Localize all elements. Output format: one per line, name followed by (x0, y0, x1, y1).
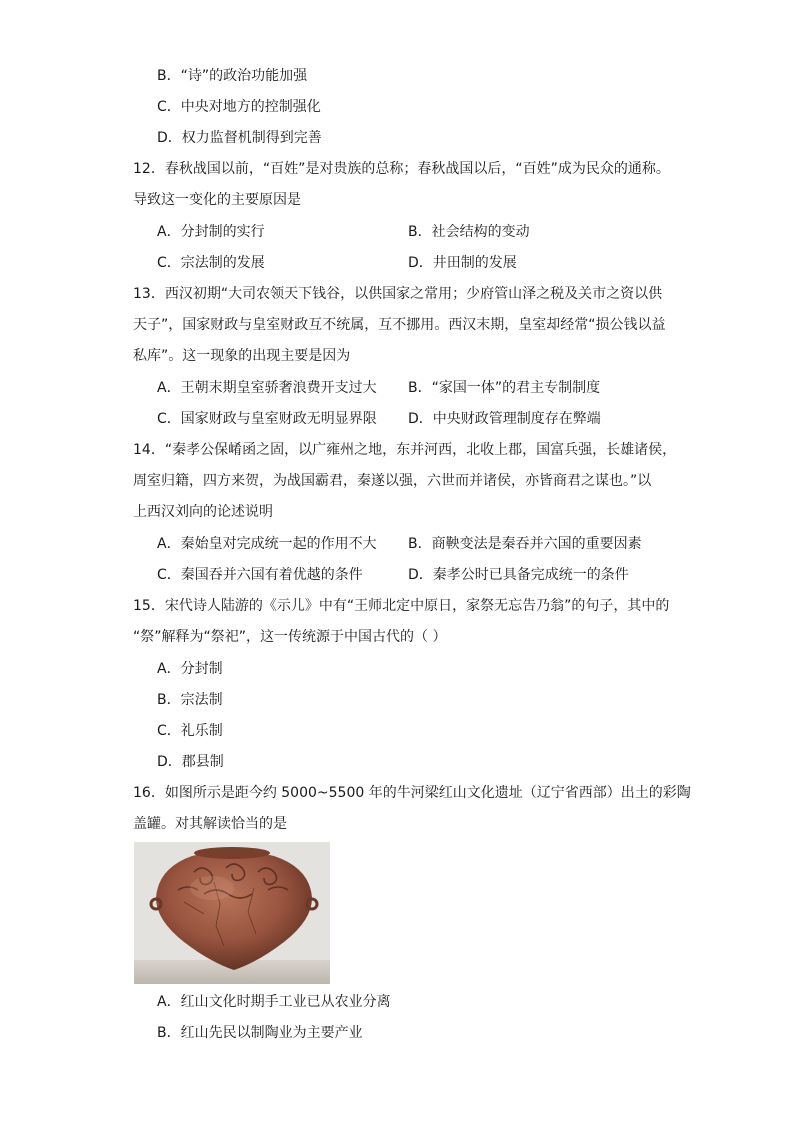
q13-option-c: C．国家财政与皇室财政无明显界限 (157, 411, 377, 427)
q13-option-d: D．中央财政管理制度存在弊端 (408, 411, 601, 427)
q15-option-c: C．礼乐制 (157, 723, 223, 739)
q16-option-a: A．红山文化时期手工业已从农业分离 (157, 994, 391, 1010)
painted-pottery-jar-photo (134, 842, 330, 984)
q11-option-b: B．“诗”的政治功能加强 (157, 68, 308, 84)
q14-option-a: A．秦始皇对完成统一起的作用不大 (157, 536, 377, 552)
q12-option-c: C．宗法制的发展 (157, 255, 265, 271)
q15-option-a: A．分封制 (157, 661, 223, 677)
q15-stem-line-2: “祭”解释为“祭祀”，这一传统源于中国古代的（ ） (133, 629, 447, 645)
q13-stem-line-2: 天子”，国家财政与皇室财政互不统属，互不挪用。西汉末期，皇室却经常“损公钱以益 (133, 317, 666, 333)
q13-stem-line-3: 私库”。这一现象的出现主要是因为 (133, 348, 351, 364)
q11-option-d: D．权力监督机制得到完善 (157, 130, 322, 146)
q14-option-d: D．秦孝公时已具备完成统一的条件 (408, 567, 629, 583)
q14-option-c: C．秦国吞并六国有着优越的条件 (157, 567, 363, 583)
q14-stem-line-3: 上西汉刘向的论述说明 (133, 504, 273, 520)
q16-stem-line-2: 盖罐。对其解读恰当的是 (133, 816, 287, 832)
q13-stem-line-1: 13．西汉初期“大司农领天下钱谷，以供国家之常用；少府管山泽之税及关市之资以供 (133, 286, 663, 302)
q15-option-d: D．郡县制 (157, 754, 224, 770)
q12-option-d: D．井田制的发展 (408, 255, 517, 271)
q12-stem-line-2: 导致这一变化的主要原因是 (133, 192, 301, 208)
q14-stem-line-1: 14．“秦孝公保崤函之固，以广雍州之地，东并河西，北收上郡，国富兵强，长雄诸侯， (133, 442, 677, 458)
q12-stem-line-1: 12．春秋战国以前，“百姓”是对贵族的总称；春秋战国以后，“百姓”成为民众的通称。 (133, 161, 670, 177)
q12-option-a: A．分封制的实行 (157, 224, 265, 240)
q11-option-c: C．中央对地方的控制强化 (157, 99, 321, 115)
q12-option-b: B．社会结构的变动 (408, 224, 530, 240)
q14-stem-line-2: 周室归籍，四方来贺，为战国霸君，秦遂以强，六世而并诸侯，亦皆商君之谋也。”以 (133, 473, 652, 489)
q15-stem-line-1: 15．宋代诗人陆游的《示儿》中有“王师北定中原日，家祭无忘告乃翁”的句子，其中的 (133, 598, 670, 614)
q13-option-b: B．“家国一体”的君主专制制度 (408, 380, 601, 396)
q14-option-b: B．商鞅变法是秦吞并六国的重要因素 (408, 536, 642, 552)
q13-option-a: A．王朝末期皇室骄奢浪费开支过大 (157, 380, 377, 396)
q15-option-b: B．宗法制 (157, 692, 223, 708)
q16-stem-line-1: 16．如图所示是距今约 5000~5500 年的牛河梁红山文化遗址（辽宁省西部）出土的彩陶 (133, 785, 691, 801)
q16-option-b: B．红山先民以制陶业为主要产业 (157, 1025, 363, 1041)
